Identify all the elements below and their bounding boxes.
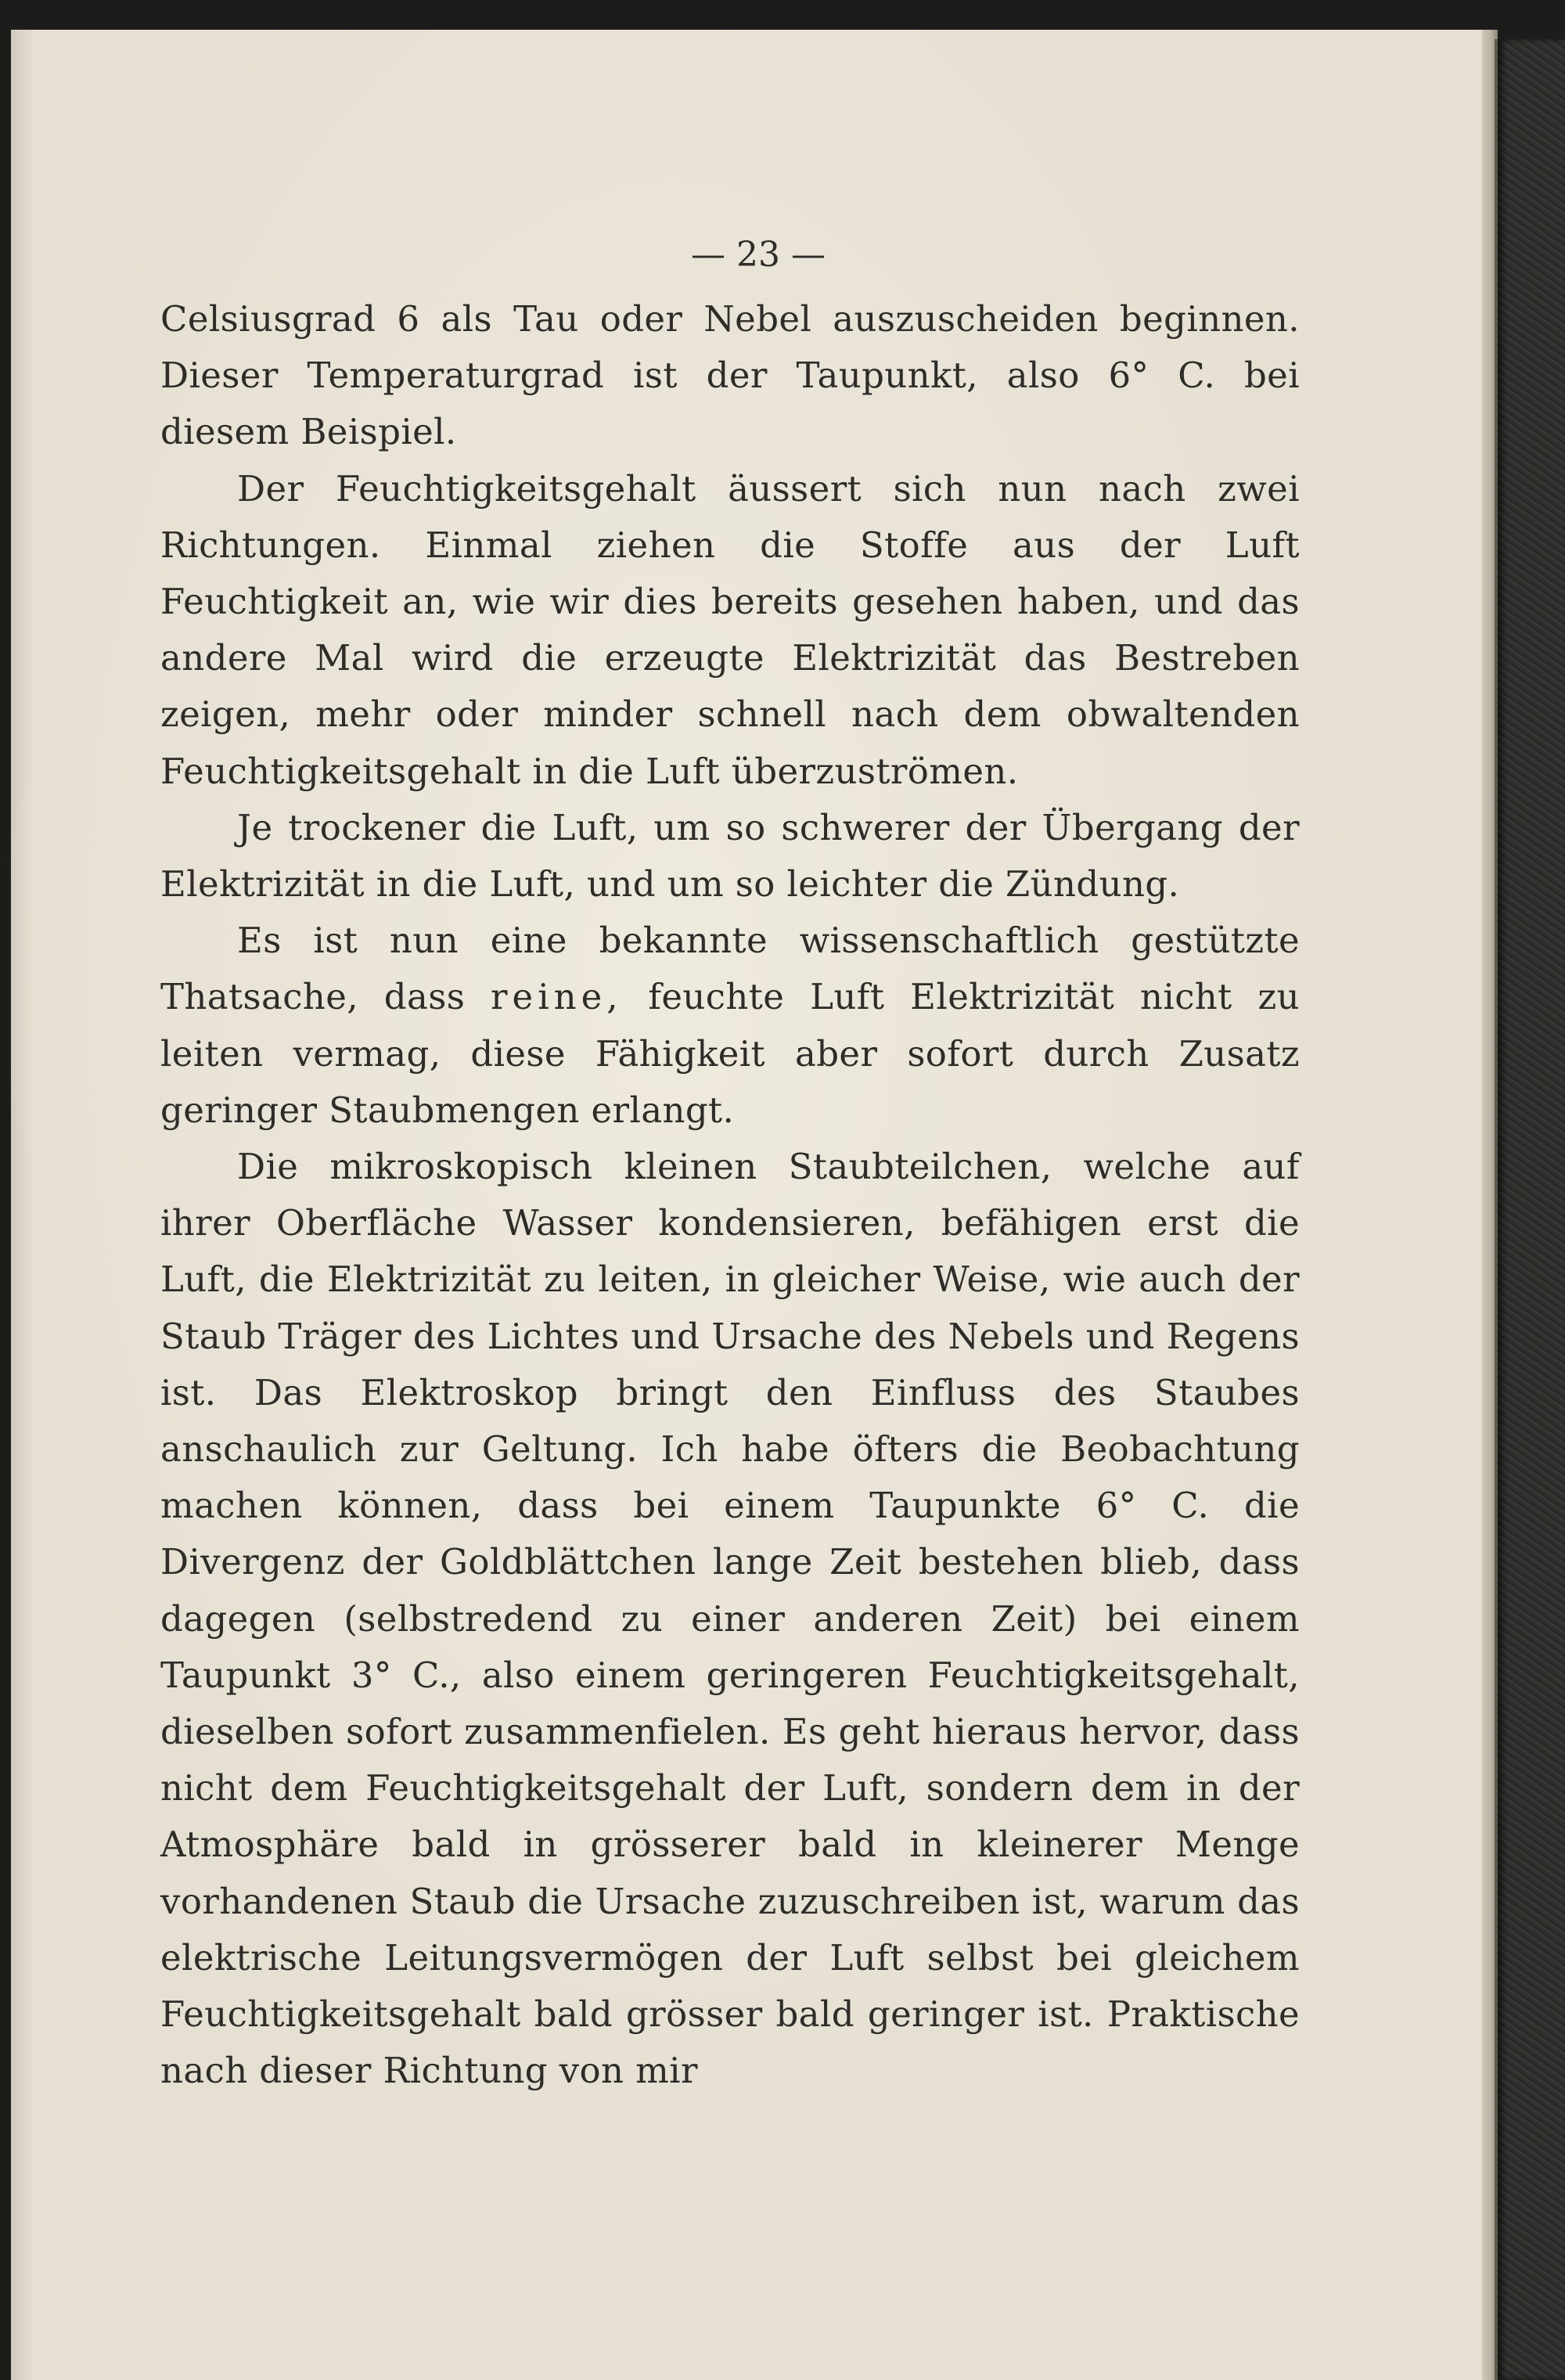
- page-number: [11, 235, 1482, 275]
- paragraph-4-emphasis: reine,: [491, 976, 623, 1018]
- paragraph-5: Die mikroskopisch kleinen Staubteilchen, welche auf ihrer Oberfläche Wasser kondensieren, befähigen erst die Luft, die Elektrizität zu leiten, in gleicher Weise, wie auch der Staub Träger des Lichtes und Ursache des Nebels und Regens ist. Das Elektroskop bringt den Einfluss des Staubes anschaulich zur Geltung. Ich habe öfters die Beobachtung machen können, dass bei einem Taupunkte 6° C. die Divergenz der Goldblättchen lange Zeit bestehen blieb, dass dagegen (selbstredend zu einer anderen Zeit) bei einem Taupunkt 3° C., also einem geringeren Feuchtigkeitsgehalt, dieselben sofort zusammenfielen. Es geht hieraus hervor, dass nicht dem Feuchtigkeitsgehalt der Luft, sondern dem in der Atmosphäre bald in grösserer bald in kleinerer Menge vorhandenen Staub die Ursache zuzuschreiben ist, warum das elektrische Leitungsvermögen der Luft selbst bei gleichem Feuchtigkeitsgehalt bald grösser bald geringer ist. Praktische nach dieser Richtung von mir: [160, 1146, 1300, 2092]
- paragraph-4-after: feuchte Luft Elektrizität nicht zu leiten vermag, diese Fähigkeit aber sofort durch Zusatz geringer Staubmengen erlangt.: [160, 976, 1300, 1131]
- paragraph-1: Celsiusgrad 6 als Tau oder Nebel auszuscheiden beginnen. Dieser Temperaturgrad ist der Taupunkt, also 6° C. bei diesem Beispiel.: [160, 298, 1300, 453]
- paragraph-3: Je trockener die Luft, um so schwerer der Übergang der Elektrizität in die Luft, und um so leichter die Zündung.: [160, 806, 1300, 906]
- body-text: [160, 291, 1300, 2100]
- paragraph-2: Der Feuchtigkeitsgehalt äussert sich nun nach zwei Richtungen. Einmal ziehen die Stoffe aus der Luft Feuchtigkeit an, wie wir dies bereits gesehen haben, und das andere Mal wird die erzeugte Elektrizität das Bestreben zeigen, mehr oder minder schnell nach dem obwaltenden Feuchtigkeitsgehalt in die Luft überzuströmen.: [160, 467, 1300, 792]
- page-number-text: — 23 —: [691, 235, 826, 275]
- book-binding: [1498, 39, 1565, 2380]
- paragraph-4: [160, 913, 1300, 1139]
- paragraph-4-before: Es ist nun eine bekannte wissenschaftlich gestützte Thatsache, dass: [160, 920, 1300, 1018]
